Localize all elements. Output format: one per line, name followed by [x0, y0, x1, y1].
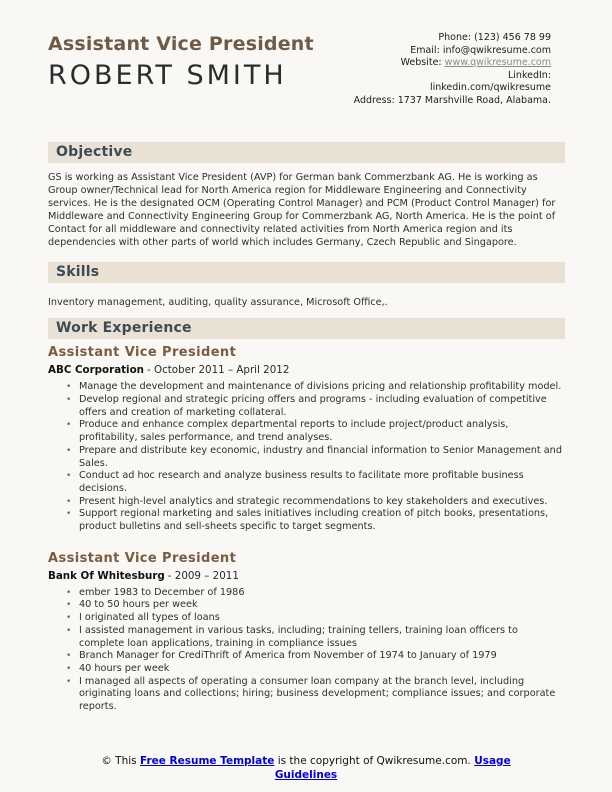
- job2-company: Bank Of Whitesburg: [48, 569, 165, 582]
- candidate-name: ROBERT SMITH: [48, 60, 287, 91]
- email-label: Email:: [410, 44, 440, 56]
- job2-company-line: [48, 570, 565, 582]
- header: [48, 30, 565, 142]
- bullet-item: • Branch Manager for CrediThrift of America from November of 1974 to January of 1979: [66, 650, 565, 663]
- page-footer: [0, 754, 612, 782]
- job1-company-line: [48, 364, 565, 376]
- email-value: info@qwikresume.com: [442, 44, 551, 56]
- objective-text: GS is working as Assistant Vice President (AVP) for German bank Commerzbank AG. He is working as Group owner/Technical lead for North America region for Middleware Engineering and Connectivity services. He is the designated OCM (Operating Control Manager) and PCM (Product Control Manager) for Middleware and Connectivity Engineering Group for Commerzbank AG, North America. He is the point of Contact for all middleware and connectivity related activities from North America region and its dependencies with other parts of world which includes Germany, Czech Republic and Singapore.: [48, 172, 556, 248]
- bullet-item: • Support regional marketing and sales initiatives including creation of pitch books, presentations, product bulletins and sell-sheets specific to target segments.: [66, 508, 565, 533]
- job-entry-1: [48, 346, 565, 533]
- free-resume-template-link[interactable]: Free Resume Template: [139, 755, 275, 767]
- objective-heading: Objective: [48, 142, 565, 163]
- phone-label: Phone:: [438, 32, 472, 43]
- bullet-item: • ember 1983 to December of 1986: [66, 587, 565, 600]
- phone-value: (123) 456 78 99: [474, 32, 551, 43]
- job2-title: Assistant Vice President: [48, 550, 237, 566]
- header-left: [48, 30, 314, 142]
- job1-dates: - October 2011 – April 2012: [147, 364, 290, 377]
- skills-heading: Skills: [48, 262, 565, 283]
- contact-email: [339, 45, 551, 58]
- footer-text: [83, 754, 529, 782]
- bullet-item: • Manage the development and maintenance of divisions pricing and relationship profitability model.: [66, 381, 565, 394]
- job2-bullet-list: [66, 587, 565, 714]
- bullet-item: • Produce and enhance complex departmental reports to include project/product analysis, profitability, sales performance, and trend analyses.: [66, 419, 565, 444]
- contact-phone: [339, 32, 551, 45]
- bullet-item: • Present high-level analytics and strategic recommendations to key stakeholders and executives.: [66, 496, 565, 509]
- linkedin-value: linkedin.com/qwikresume: [429, 82, 551, 94]
- skills-text: Inventory management, auditing, quality assurance, Microsoft Office,.: [48, 297, 388, 309]
- address-value: 1737 Marshville Road, Alabama.: [397, 94, 551, 106]
- footer-prefix: © This: [101, 755, 140, 767]
- bullet-item: • I managed all aspects of operating a consumer loan company at the branch level, including originating loans and collections; hiring; business development; compliance issues; and corporate reports.: [66, 676, 565, 714]
- job1-company: ABC Corporation: [48, 364, 144, 377]
- contact-block: [339, 32, 551, 142]
- website-link[interactable]: www.qwikresume.com: [444, 57, 551, 69]
- section-objective: [48, 142, 565, 249]
- job1-title: Assistant Vice President: [48, 345, 237, 361]
- website-label: Website:: [400, 57, 442, 69]
- bullet-item: • Prepare and distribute key economic, industry and financial information to Senior Management and Sales.: [66, 445, 565, 470]
- bullet-item: • 40 to 50 hours per week: [66, 599, 565, 612]
- bullet-item: • 40 hours per week: [66, 663, 565, 676]
- section-skills: [48, 262, 565, 310]
- job1-bullet-list: [66, 381, 565, 533]
- work-experience-heading: Work Experience: [48, 318, 565, 339]
- contact-website: [339, 57, 551, 70]
- linkedin-label: LinkedIn:: [507, 69, 551, 81]
- section-work-experience: [48, 318, 565, 713]
- header-job-title: Assistant Vice President: [48, 33, 314, 55]
- footer-middle: is the copyright of Qwikresume.com.: [274, 755, 475, 767]
- contact-address: [339, 95, 551, 108]
- contact-linkedin: [339, 70, 551, 95]
- bullet-item: • I assisted management in various tasks, including; training tellers, training loan officers to complete loan applications, training in compliance issues: [66, 625, 565, 650]
- usage-guidelines-link[interactable]: Usage Guidelines: [274, 755, 511, 781]
- bullet-item: • Develop regional and strategic pricing offers and programs - including evaluation of competitive offers and creation of marketing collateral.: [66, 394, 565, 419]
- bullet-item: • Conduct ad hoc research and analyze business results to facilitate more profitable business decisions.: [66, 470, 565, 495]
- job-entry-2: [48, 552, 565, 714]
- bullet-item: • I originated all types of loans: [66, 612, 565, 625]
- address-label: Address:: [353, 94, 395, 106]
- job2-dates: - 2009 – 2011: [167, 569, 239, 582]
